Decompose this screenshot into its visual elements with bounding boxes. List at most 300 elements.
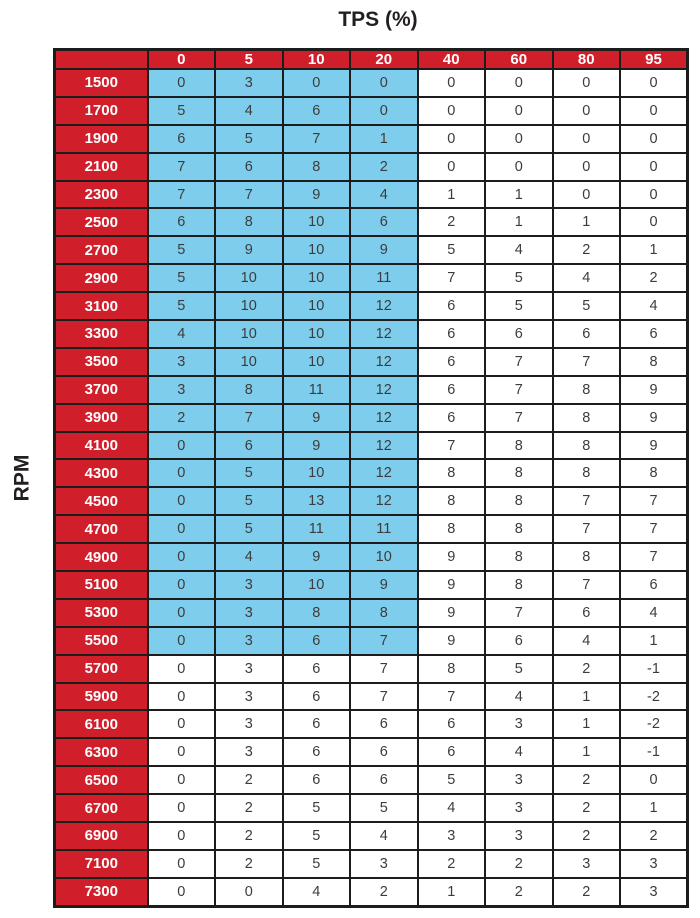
map-cell: 3 <box>485 710 553 738</box>
map-cell: 1 <box>553 208 621 236</box>
map-cell: 8 <box>418 459 486 487</box>
map-cell: 8 <box>283 599 351 627</box>
map-cell: 7 <box>485 376 553 404</box>
map-cell: 0 <box>620 766 688 794</box>
map-cell: 10 <box>283 348 351 376</box>
map-cell: 6 <box>418 376 486 404</box>
row-header-rpm-6100: 6100 <box>55 710 148 738</box>
map-cell: 1 <box>350 125 418 153</box>
map-cell: 11 <box>283 376 351 404</box>
map-cell: 5 <box>485 264 553 292</box>
map-cell: 9 <box>620 404 688 432</box>
map-cell: 2 <box>485 878 553 907</box>
map-cell: 3 <box>215 571 283 599</box>
map-cell: 10 <box>283 208 351 236</box>
map-cell: 13 <box>283 487 351 515</box>
row-header-rpm-3700: 3700 <box>55 376 148 404</box>
map-cell: 3 <box>215 69 283 97</box>
table-body <box>55 69 688 907</box>
map-cell: 0 <box>148 822 216 850</box>
col-header-tps-20: 20 <box>350 50 418 70</box>
table-row-rpm-2500 <box>55 208 688 236</box>
map-cell: 7 <box>215 181 283 209</box>
col-header-tps-5: 5 <box>215 50 283 70</box>
map-cell: 0 <box>418 97 486 125</box>
table-row-rpm-3700 <box>55 376 688 404</box>
row-header-rpm-6900: 6900 <box>55 822 148 850</box>
table-header <box>55 50 688 70</box>
map-cell: 2 <box>418 850 486 878</box>
map-cell: 0 <box>148 655 216 683</box>
map-cell: 8 <box>553 404 621 432</box>
map-cell: 10 <box>215 292 283 320</box>
row-header-rpm-3100: 3100 <box>55 292 148 320</box>
map-cell: 4 <box>215 543 283 571</box>
row-header-rpm-4900: 4900 <box>55 543 148 571</box>
map-cell: -2 <box>620 710 688 738</box>
map-cell: 8 <box>485 487 553 515</box>
col-header-tps-0: 0 <box>148 50 216 70</box>
map-cell: 11 <box>350 264 418 292</box>
map-cell: 8 <box>553 459 621 487</box>
map-cell: 6 <box>620 571 688 599</box>
row-header-rpm-6700: 6700 <box>55 794 148 822</box>
map-cell: 7 <box>485 599 553 627</box>
table-row-rpm-5900 <box>55 683 688 711</box>
map-cell: 3 <box>215 599 283 627</box>
row-header-rpm-1700: 1700 <box>55 97 148 125</box>
map-cell: 6 <box>418 320 486 348</box>
table-row-rpm-4500 <box>55 487 688 515</box>
map-cell: 8 <box>350 599 418 627</box>
map-cell: 12 <box>350 432 418 460</box>
row-header-rpm-2300: 2300 <box>55 181 148 209</box>
map-cell: 9 <box>283 181 351 209</box>
map-cell: 2 <box>553 655 621 683</box>
table-row-rpm-6100 <box>55 710 688 738</box>
map-cell: 8 <box>485 432 553 460</box>
map-cell: 7 <box>283 125 351 153</box>
map-cell: 3 <box>620 850 688 878</box>
row-header-rpm-5300: 5300 <box>55 599 148 627</box>
map-cell: 12 <box>350 348 418 376</box>
map-cell: 3 <box>148 348 216 376</box>
map-cell: -1 <box>620 738 688 766</box>
map-cell: 6 <box>418 292 486 320</box>
map-cell: 5 <box>553 292 621 320</box>
row-header-rpm-1500: 1500 <box>55 69 148 97</box>
map-cell: 8 <box>418 515 486 543</box>
map-cell: 5 <box>215 515 283 543</box>
map-cell: 3 <box>485 794 553 822</box>
map-cell: 6 <box>283 627 351 655</box>
table-row-rpm-5500 <box>55 627 688 655</box>
map-cell: 6 <box>418 404 486 432</box>
map-cell: 8 <box>485 543 553 571</box>
table-row-rpm-2100 <box>55 153 688 181</box>
map-cell: 4 <box>620 599 688 627</box>
map-cell: 3 <box>485 766 553 794</box>
map-cell: 0 <box>148 599 216 627</box>
table-row-rpm-1700 <box>55 97 688 125</box>
map-cell: 10 <box>283 264 351 292</box>
map-cell: 3 <box>418 822 486 850</box>
map-cell: 7 <box>418 432 486 460</box>
map-cell: 6 <box>350 738 418 766</box>
map-cell: 9 <box>418 543 486 571</box>
map-cell: 0 <box>148 738 216 766</box>
map-cell: 0 <box>148 571 216 599</box>
map-cell: 6 <box>620 320 688 348</box>
map-cell: 1 <box>553 710 621 738</box>
map-cell: 8 <box>215 376 283 404</box>
table-row-rpm-5700 <box>55 655 688 683</box>
map-cell: 9 <box>620 376 688 404</box>
row-header-rpm-5900: 5900 <box>55 683 148 711</box>
map-cell: 7 <box>350 655 418 683</box>
row-header-rpm-2100: 2100 <box>55 153 148 181</box>
map-cell: 2 <box>350 153 418 181</box>
map-cell: 8 <box>418 655 486 683</box>
table-row-rpm-1900 <box>55 125 688 153</box>
map-cell: 12 <box>350 376 418 404</box>
map-cell: 6 <box>485 627 553 655</box>
map-cell: 0 <box>620 97 688 125</box>
map-cell: 6 <box>418 348 486 376</box>
map-cell: 6 <box>215 432 283 460</box>
map-cell: 6 <box>148 125 216 153</box>
map-cell: 2 <box>553 822 621 850</box>
map-cell: 1 <box>418 878 486 907</box>
map-cell: 0 <box>148 850 216 878</box>
map-cell: 7 <box>418 264 486 292</box>
map-cell: 8 <box>215 208 283 236</box>
map-cell: 0 <box>553 153 621 181</box>
map-cell: 7 <box>215 404 283 432</box>
map-cell: 9 <box>418 571 486 599</box>
map-cell: 4 <box>620 292 688 320</box>
map-cell: 6 <box>553 320 621 348</box>
map-cell: -1 <box>620 655 688 683</box>
map-cell: 1 <box>553 738 621 766</box>
map-cell: 12 <box>350 459 418 487</box>
tps-rpm-map-table <box>53 48 689 908</box>
map-cell: 7 <box>553 348 621 376</box>
row-header-rpm-5700: 5700 <box>55 655 148 683</box>
map-cell: 1 <box>485 181 553 209</box>
map-cell: 3 <box>350 850 418 878</box>
map-cell: 9 <box>215 236 283 264</box>
map-cell: 5 <box>283 794 351 822</box>
map-cell: 5 <box>485 655 553 683</box>
table-row-rpm-5300 <box>55 599 688 627</box>
map-cell: 2 <box>485 850 553 878</box>
map-cell: 0 <box>620 153 688 181</box>
table-row-rpm-3300 <box>55 320 688 348</box>
map-cell: 5 <box>148 97 216 125</box>
map-cell: 8 <box>283 153 351 181</box>
map-cell: 12 <box>350 487 418 515</box>
map-cell: 5 <box>283 822 351 850</box>
map-cell: 1 <box>620 627 688 655</box>
map-cell: 0 <box>148 487 216 515</box>
table-row-rpm-2300 <box>55 181 688 209</box>
map-cell: 9 <box>283 432 351 460</box>
row-header-rpm-3300: 3300 <box>55 320 148 348</box>
map-cell: 7 <box>485 348 553 376</box>
map-cell: 2 <box>215 794 283 822</box>
map-cell: 5 <box>215 125 283 153</box>
row-header-rpm-3500: 3500 <box>55 348 148 376</box>
map-cell: 10 <box>215 320 283 348</box>
map-cell: 8 <box>485 571 553 599</box>
map-cell: 6 <box>283 683 351 711</box>
map-cell: 0 <box>148 627 216 655</box>
map-cell: 7 <box>418 683 486 711</box>
map-cell: 6 <box>553 599 621 627</box>
map-cell: 4 <box>485 738 553 766</box>
map-cell: 3 <box>620 878 688 907</box>
map-cell: 10 <box>350 543 418 571</box>
map-cell: 3 <box>485 822 553 850</box>
tps-axis-title: TPS (%) <box>338 8 418 31</box>
map-cell: 2 <box>620 822 688 850</box>
map-cell: 0 <box>148 69 216 97</box>
header-row <box>55 50 688 70</box>
map-cell: 6 <box>418 710 486 738</box>
map-cell: 0 <box>350 69 418 97</box>
table-row-rpm-3500 <box>55 348 688 376</box>
map-cell: 3 <box>215 627 283 655</box>
map-cell: 2 <box>148 404 216 432</box>
row-header-rpm-1900: 1900 <box>55 125 148 153</box>
map-cell: 4 <box>553 264 621 292</box>
map-cell: 6 <box>283 738 351 766</box>
row-header-rpm-6500: 6500 <box>55 766 148 794</box>
map-cell: 4 <box>215 97 283 125</box>
row-header-rpm-4300: 4300 <box>55 459 148 487</box>
table-row-rpm-4300 <box>55 459 688 487</box>
map-cell: 7 <box>350 627 418 655</box>
map-cell: 6 <box>350 208 418 236</box>
map-cell: 0 <box>283 69 351 97</box>
map-cell: 0 <box>148 878 216 907</box>
map-cell: 4 <box>350 822 418 850</box>
map-cell: 2 <box>215 850 283 878</box>
map-cell: 3 <box>215 655 283 683</box>
map-cell: 2 <box>350 878 418 907</box>
col-header-tps-80: 80 <box>553 50 621 70</box>
map-cell: 0 <box>553 69 621 97</box>
map-cell: 11 <box>283 515 351 543</box>
map-cell: 10 <box>283 236 351 264</box>
map-cell: 2 <box>553 794 621 822</box>
map-cell: 5 <box>485 292 553 320</box>
map-cell: 0 <box>148 459 216 487</box>
map-cell: 2 <box>215 822 283 850</box>
map-cell: 7 <box>553 515 621 543</box>
col-header-tps-60: 60 <box>485 50 553 70</box>
map-cell: 5 <box>283 850 351 878</box>
map-cell: 9 <box>350 236 418 264</box>
row-header-rpm-2500: 2500 <box>55 208 148 236</box>
map-cell: 7 <box>148 181 216 209</box>
map-cell: 5 <box>418 766 486 794</box>
map-cell: 6 <box>418 738 486 766</box>
map-cell: 10 <box>283 571 351 599</box>
map-cell: 9 <box>283 404 351 432</box>
map-cell: 8 <box>620 459 688 487</box>
map-cell: 0 <box>553 97 621 125</box>
map-cell: 0 <box>148 432 216 460</box>
map-cell: 2 <box>418 208 486 236</box>
row-header-rpm-4100: 4100 <box>55 432 148 460</box>
rpm-axis-label: RPM <box>10 454 34 502</box>
col-header-tps-10: 10 <box>283 50 351 70</box>
table-row-rpm-2900 <box>55 264 688 292</box>
table-row-rpm-4100 <box>55 432 688 460</box>
map-cell: 10 <box>283 320 351 348</box>
row-header-rpm-4500: 4500 <box>55 487 148 515</box>
map-cell: 0 <box>485 97 553 125</box>
map-cell: 0 <box>620 208 688 236</box>
map-cell: 6 <box>283 766 351 794</box>
map-cell: 9 <box>418 627 486 655</box>
row-header-rpm-5100: 5100 <box>55 571 148 599</box>
row-header-rpm-7100: 7100 <box>55 850 148 878</box>
map-cell: 6 <box>215 153 283 181</box>
map-cell: 0 <box>148 543 216 571</box>
map-cell: 9 <box>620 432 688 460</box>
map-cell: 0 <box>148 515 216 543</box>
map-cell: 5 <box>418 236 486 264</box>
map-cell: 11 <box>350 515 418 543</box>
map-cell: 10 <box>283 459 351 487</box>
map-cell: 9 <box>283 543 351 571</box>
map-cell: 5 <box>148 264 216 292</box>
map-cell: 5 <box>215 487 283 515</box>
table-row-rpm-6500 <box>55 766 688 794</box>
map-cell: 5 <box>148 236 216 264</box>
map-cell: 12 <box>350 292 418 320</box>
table-row-rpm-3100 <box>55 292 688 320</box>
map-cell: 9 <box>350 571 418 599</box>
map-cell: 3 <box>215 710 283 738</box>
table-row-rpm-5100 <box>55 571 688 599</box>
map-cell: 7 <box>350 683 418 711</box>
map-cell: 7 <box>620 487 688 515</box>
map-cell: 2 <box>553 878 621 907</box>
map-cell: 1 <box>620 236 688 264</box>
map-cell: 1 <box>620 794 688 822</box>
map-cell: 6 <box>283 655 351 683</box>
map-cell: 8 <box>620 348 688 376</box>
map-cell: 6 <box>485 320 553 348</box>
rpm-axis-label-container <box>0 48 44 908</box>
table-row-rpm-4900 <box>55 543 688 571</box>
map-cell: 4 <box>350 181 418 209</box>
map-cell: -2 <box>620 683 688 711</box>
map-cell: 3 <box>215 738 283 766</box>
table-row-rpm-6300 <box>55 738 688 766</box>
table-row-rpm-6700 <box>55 794 688 822</box>
map-cell: 0 <box>148 794 216 822</box>
row-header-rpm-3900: 3900 <box>55 404 148 432</box>
map-cell: 12 <box>350 404 418 432</box>
map-cell: 7 <box>148 153 216 181</box>
map-cell: 7 <box>620 515 688 543</box>
map-cell: 6 <box>283 710 351 738</box>
map-cell: 8 <box>485 515 553 543</box>
map-cell: 0 <box>620 125 688 153</box>
map-cell: 4 <box>418 794 486 822</box>
map-cell: 0 <box>553 181 621 209</box>
map-cell: 0 <box>418 153 486 181</box>
map-cell: 5 <box>350 794 418 822</box>
table-row-rpm-1500 <box>55 69 688 97</box>
map-cell: 2 <box>553 766 621 794</box>
map-cell: 1 <box>485 208 553 236</box>
map-cell: 10 <box>215 264 283 292</box>
map-cell: 6 <box>283 97 351 125</box>
corner-cell <box>55 50 148 70</box>
map-cell: 1 <box>553 683 621 711</box>
map-cell: 7 <box>553 571 621 599</box>
map-cell: 0 <box>485 69 553 97</box>
row-header-rpm-7300: 7300 <box>55 878 148 907</box>
map-cell: 12 <box>350 320 418 348</box>
map-cell: 0 <box>553 125 621 153</box>
map-cell: 7 <box>620 543 688 571</box>
map-cell: 4 <box>485 683 553 711</box>
map-cell: 1 <box>418 181 486 209</box>
map-cell: 6 <box>148 208 216 236</box>
map-cell: 6 <box>350 766 418 794</box>
map-cell: 5 <box>215 459 283 487</box>
map-cell: 0 <box>418 69 486 97</box>
map-cell: 10 <box>215 348 283 376</box>
row-header-rpm-4700: 4700 <box>55 515 148 543</box>
table-row-rpm-7100 <box>55 850 688 878</box>
map-cell: 8 <box>553 543 621 571</box>
row-header-rpm-2700: 2700 <box>55 236 148 264</box>
map-cell: 2 <box>620 264 688 292</box>
table-row-rpm-4700 <box>55 515 688 543</box>
map-cell: 0 <box>485 153 553 181</box>
map-cell: 8 <box>553 376 621 404</box>
map-cell: 0 <box>485 125 553 153</box>
map-cell: 4 <box>485 236 553 264</box>
row-header-rpm-5500: 5500 <box>55 627 148 655</box>
col-header-tps-40: 40 <box>418 50 486 70</box>
map-cell: 4 <box>283 878 351 907</box>
map-cell: 7 <box>485 404 553 432</box>
map-cell: 4 <box>148 320 216 348</box>
map-cell: 0 <box>620 181 688 209</box>
map-cell: 10 <box>283 292 351 320</box>
map-cell: 6 <box>350 710 418 738</box>
map-cell: 2 <box>553 236 621 264</box>
row-header-rpm-2900: 2900 <box>55 264 148 292</box>
map-cell: 0 <box>148 683 216 711</box>
map-cell: 2 <box>215 766 283 794</box>
map-cell: 0 <box>148 710 216 738</box>
map-cell: 4 <box>553 627 621 655</box>
map-cell: 0 <box>148 766 216 794</box>
map-cell: 8 <box>485 459 553 487</box>
table-row-rpm-2700 <box>55 236 688 264</box>
map-cell: 8 <box>418 487 486 515</box>
